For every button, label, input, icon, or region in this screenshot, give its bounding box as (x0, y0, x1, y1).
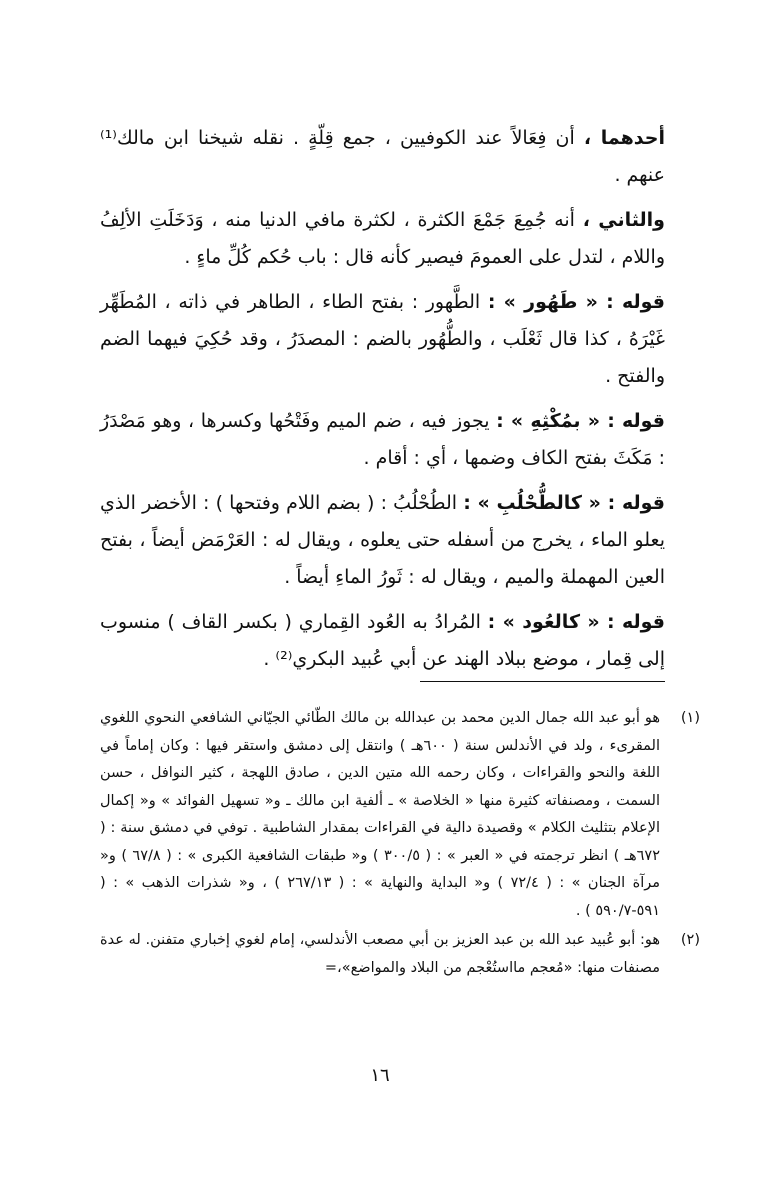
paragraph-text: المُرادُ به العُود القِماري ( بكسر القاف ) منسوب إلى قِمار ، موضع ببلاد الهند عن أبي عُبيد البكري⁽²⁾ . (100, 611, 665, 670)
paragraph (100, 284, 665, 395)
paragraph-text: أن فِعَالاً عند الكوفيين ، جمع قِلّةٍ . نقله شيخنا ابن مالك⁽¹⁾ عنهم . (100, 127, 665, 186)
paragraph (100, 485, 665, 596)
paragraph-text: أنه جُمِعَ جَمْعَ الكثرة ، لكثرة مافي الدنيا منه ، وَدَخَلَتِ الألِفُ واللام ، لتدل على العمومَ فيصير كأنه قال : باب حُكم كُلِّ ماءٍ . (100, 209, 665, 268)
paragraph-text: الطُحْلُبُ : ( بضم اللام وفتحها ) : الأخضر الذي يعلو الماء ، يخرج من أسفله حتى يعلوه ، ويقال له : العَرْمَض أيضاً ، بفتح العين المهملة والميم ، ويقال له : ثَورُ الماءِ أيضاً . (100, 492, 665, 588)
paragraph-text: الطَّهور : بفتح الطاء ، الطاهر في ذاته ، المُطَهِّر غَيْرَهُ ، كذا قال ثَعْلَب ، والطُّهُور بالضم : المصدَرُ ، وقد حُكِيَ فيهما الضم والفتح . (100, 291, 665, 387)
footnote (100, 927, 700, 982)
footnote (100, 705, 700, 925)
paragraph-lead: أحدهما ، (583, 127, 665, 149)
main-text (100, 120, 665, 686)
footnote-text: هو: أبو عُبيد عبد الله بن عبد العزيز بن أبي مصعب الأندلسي، إمام لغوي إخباري متفنن. له عدة مصنفات منها: «مُعجم مااستُعْجم من البلاد والمواضع»،= (100, 932, 660, 976)
paragraph-lead: قوله : « كالعُود » : (487, 611, 665, 633)
footnote-text: هو أبو عبد الله جمال الدين محمد بن عبدالله بن مالك الطّائي الجيّاني الشافعي النحوي اللغوي المقرىء ، ولد في الأندلس سنة ( ٦٠٠هـ ) وانتقل إلى دمشق واستقر فيها : وكان إماماً في اللغة والنحو والقراءات ، وكان رحمه الله متين الدين ، صادق اللهجة ، كثير النوافل ، حسن السمت ، ومصنفاته كثيرة منها « الخلاصة » ـ ألفية ابن مالك ـ و« تسهيل الفوائد » و« إكمال الإعلام بتثليث الكلام » وقصيدة دالية في القراءات بمقدار الشاطبية . توفي في دمشق سنة : ( ٦٧٢هـ ) انظر ترجمته في « العبر » : ( ٣٠٠/٥ ) و« طبقات الشافعية الكبرى » : ( ٦٧/٨ ) و« مرآة الجنان » : ( ٧٢/٤ ) و« البداية والنهاية » : ( ٢٦٧/١٣ ) ، و« شذرات الذهب » : ( ٥٩١-٥٩٠/٧ ) . (100, 710, 660, 919)
page-number: ١٦ (370, 1065, 390, 1086)
footnote-number: (١) (680, 710, 700, 726)
footnote-number: (٢) (680, 932, 700, 948)
paragraph (100, 120, 665, 194)
paragraph-lead: قوله : « طَهُور » : (487, 291, 665, 313)
paragraph-lead: والثاني ، (582, 209, 665, 231)
paragraph (100, 604, 665, 678)
paragraph-lead: قوله : « كالطُّحْلُبِ » : (463, 492, 665, 514)
footnote-separator (420, 681, 665, 682)
paragraph-lead: قوله : « بمُكْثِهِ » : (496, 410, 665, 432)
paragraph-text: يجوز فيه ، ضم الميم وفَتْحُها وكسرها ، وهو مَصْدَرُ : مَكَثَ بفتح الكاف وضمها ، أي : أقام . (100, 410, 665, 469)
paragraph (100, 403, 665, 477)
footnotes (100, 705, 700, 984)
paragraph (100, 202, 665, 276)
